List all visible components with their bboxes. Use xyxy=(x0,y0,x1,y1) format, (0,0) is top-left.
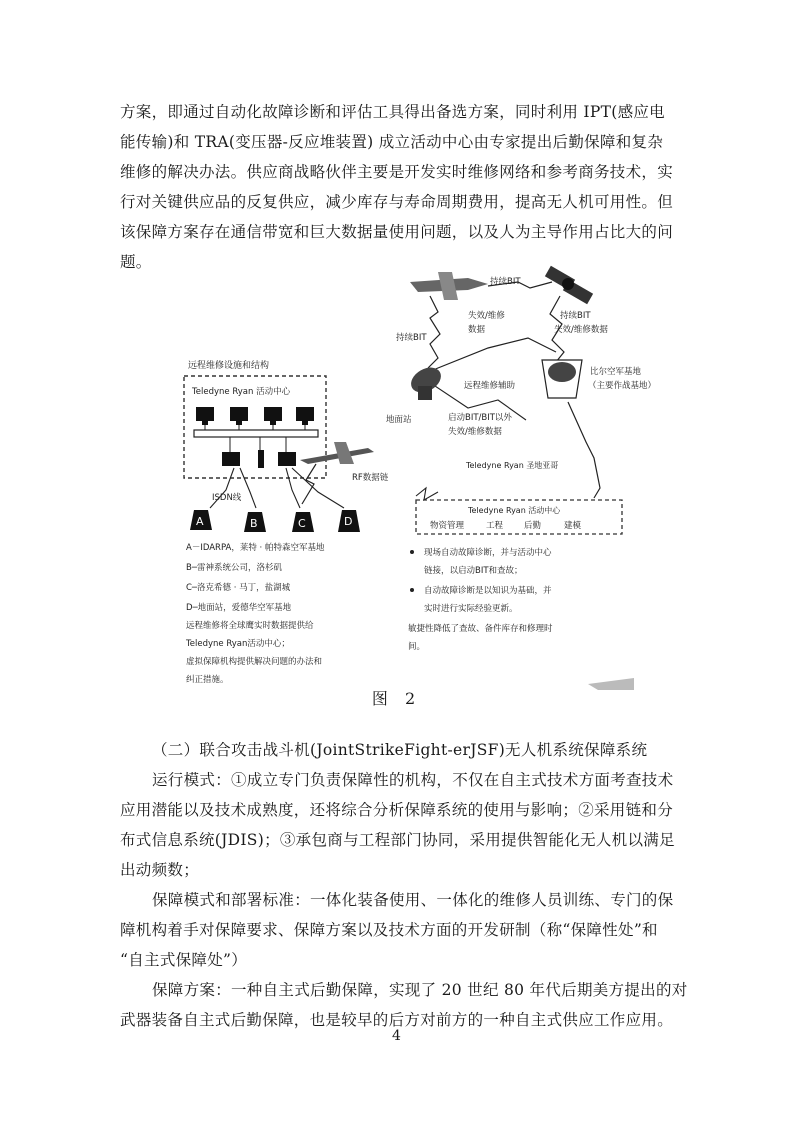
text-line: 题。 xyxy=(120,253,152,271)
base-dish-icon xyxy=(542,360,582,398)
fail-data-1b: 数据 xyxy=(468,325,486,335)
uav-icon xyxy=(300,442,374,464)
isdn-label: ISDN线 xyxy=(212,493,242,503)
computer-icon xyxy=(222,450,296,468)
svg-text:间。: 间。 xyxy=(408,642,426,652)
start-bit-1: 启动BIT/BIT以外 xyxy=(448,413,512,423)
text-line: 保障方案：一种自主式后勤保障，实现了 20 世纪 80 年代后期美方提出的对 xyxy=(152,981,688,999)
svg-text:虚拟保障机构提供解决问题的办法和: 虚拟保障机构提供解决问题的办法和 xyxy=(186,657,323,667)
network-bus xyxy=(194,430,318,437)
text-line: 布式信息系统(JDIS)；③承包商与工程部门协同，采用提供智能化无人机以满足 xyxy=(120,831,675,849)
node-c xyxy=(292,512,314,532)
svg-text:自动故障诊断是以知识为基础，并: 自动故障诊断是以知识为基础，并 xyxy=(424,586,552,596)
svg-text:C─洛克希德 · 马丁，盐湖城: C─洛克希德 · 马丁，盐湖城 xyxy=(186,583,291,593)
global-hawk-icon xyxy=(410,272,488,300)
section-heading: （二）联合攻击战斗机(JointStrikeFight-erJSF)无人机系统保障系统 xyxy=(152,741,648,759)
computer-icon xyxy=(196,407,314,425)
text-line: 能传输)和 TRA(变压器-反应堆装置) 成立活动中心由专家提出后勤保障和复杂 xyxy=(120,133,664,151)
text-line: 应用潜能以及技术成熟度，还将综合分析保障系统的使用与影响；②采用链和分 xyxy=(120,801,674,819)
fail-data-2: 失效/维修数据 xyxy=(554,325,608,335)
cont-bit-left: 持续BIT xyxy=(396,333,427,343)
svg-text:敏捷性降低了查故、备件库存和修理时: 敏捷性降低了查故、备件库存和修理时 xyxy=(408,624,553,634)
right-box-item: 建模 xyxy=(564,521,582,531)
svg-text:Teledyne Ryan活动中心；: Teledyne Ryan活动中心； xyxy=(186,639,290,649)
ground-label: 地面站 xyxy=(386,415,412,425)
svg-text:实时进行实际经验更新。: 实时进行实际经验更新。 xyxy=(424,604,518,614)
fail-data-1: 失效/维修 xyxy=(468,311,505,321)
svg-text:纠正措施。: 纠正措施。 xyxy=(186,675,229,685)
figure-caption: 图 2 xyxy=(371,689,422,708)
left-title: 远程维修设施和结构 xyxy=(188,361,270,371)
page-number: 4 xyxy=(392,1028,401,1044)
text-line: 运行模式：①成立专门负责保障性的机构，不仅在自主式技术方面考查技术 xyxy=(152,771,674,789)
base-label-2: （主要作战基地） xyxy=(588,381,657,391)
svg-text:C: C xyxy=(298,517,306,530)
svg-text:远程维修将全球鹰实时数据提供给: 远程维修将全球鹰实时数据提供给 xyxy=(186,621,314,631)
text-line: 行对关键供应品的反复供应，减少库存与寿命周期费用，提高无人机可用性。但 xyxy=(120,193,674,211)
right-box-item: 物资管理 xyxy=(430,521,465,531)
cont-bit-top: 持续BIT xyxy=(490,277,521,287)
cont-bit-right: 持续BIT xyxy=(560,311,591,321)
paragraph-2 xyxy=(120,735,688,1035)
svg-text:链接，以启动BIT和查故；: 链接，以启动BIT和查故； xyxy=(424,566,523,576)
center-box-label: Teledyne Ryan 活动中心 xyxy=(192,387,291,397)
legend-left xyxy=(185,542,325,685)
right-box-item: 工程 xyxy=(486,521,504,531)
san-diego-label: Teledyne Ryan 圣地亚哥 xyxy=(466,461,559,470)
rf-label: RF数据链 xyxy=(352,473,389,483)
svg-text:D─地面站，爱德华空军基地: D─地面站，爱德华空军基地 xyxy=(186,603,292,613)
text-line: 维修的解决办法。供应商战略伙伴主要是开发实时维修网络和参考商务技术，实 xyxy=(120,163,674,181)
text-line: “自主式保障处”） xyxy=(120,951,248,969)
node-a xyxy=(190,510,212,530)
maintenance-network-figure xyxy=(168,252,657,690)
svg-text:现场自动故障诊断，并与活动中心: 现场自动故障诊断，并与活动中心 xyxy=(424,548,552,558)
text-line: 保障模式和部署标准：一体化装备使用、一体化的维修人员训练、专门的保 xyxy=(152,891,674,909)
svg-text:B: B xyxy=(250,517,258,530)
right-box-title: Teledyne Ryan 活动中心 xyxy=(468,506,561,515)
svg-text:B─雷神系统公司，洛杉矶: B─雷神系统公司，洛杉矶 xyxy=(186,563,282,573)
svg-text:D: D xyxy=(344,515,353,528)
ground-station-dish-icon xyxy=(407,362,446,400)
node-b xyxy=(244,512,266,532)
text-line: 该保障方案存在通信带宽和巨大数据量使用问题，以及人为主导作用占比大的问 xyxy=(120,223,674,241)
svg-text:A: A xyxy=(196,515,204,528)
text-line: 方案，即通过自动化故障诊断和评估工具得出备选方案，同时利用 IPT(感应电 xyxy=(120,103,665,121)
text-line: 出动频数； xyxy=(120,861,200,879)
paragraph-1 xyxy=(120,97,680,277)
remote-aid-label: 远程维修辅助 xyxy=(464,381,516,391)
text-line: 障机构着手对保障要求、保障方案以及技术方面的开发研制（称“保障性处”和 xyxy=(120,921,658,939)
legend-right xyxy=(408,547,553,652)
svg-text:A－IDARPA，莱特 · 帕特森空军基地: A－IDARPA，莱特 · 帕特森空军基地 xyxy=(186,543,325,553)
satellite-icon xyxy=(545,266,593,304)
start-bit-2: 失效/维修数据 xyxy=(448,427,502,437)
base-label-1: 比尔空军基地 xyxy=(590,367,642,377)
text-line: 武器装备自主式后勤保障，也是较早的后方对前方的一种自主式供应工作应用。 xyxy=(120,1011,674,1029)
node-d xyxy=(338,510,360,532)
right-box-item: 后勤 xyxy=(524,521,542,531)
